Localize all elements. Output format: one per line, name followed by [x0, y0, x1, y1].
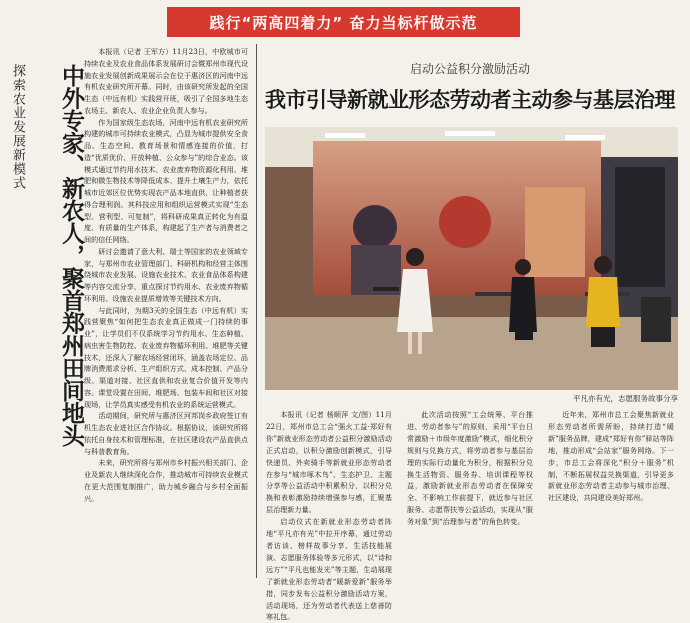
left-story-body [84, 46, 248, 504]
right-story-body [266, 409, 680, 622]
right-story-kicker: 启动公益积分激励活动 [409, 62, 530, 76]
left-paragraph: 作为国家级生态农场，河南中远有机农业研究所构建的城市可持续农业模式，凸显为城市提供安全食品、生态空间、教育场景和情感连接的价值，打造“优质优价、开放种植、公众参与”的综合业态。该模式通过节约用水技术、农业废弃物资源化利用、堆肥和微生物技术等降低成本、提升土壤生产力，依托城市近郊区位优势实现农产品本地直供，让种植者获得合理利润。其科技应用和组织运营模式实现“生态型、营利型、可复制”，将科研成果真正转化为有温度、有质量的生产体系，构建起了生产者与消费者之间的信任网络。 [84, 117, 248, 244]
page-banner [167, 7, 520, 37]
left-paragraph: 活动期间，研究所与惠济区河邦岗乡政府签订有机生态农业进社区合作协议。根据协议，该研究所将依托自身技术和管理标准，在社区建设农产品直供点与科普教育角。 [84, 411, 248, 456]
body-column-3 [548, 409, 674, 504]
body-column-1 [266, 409, 392, 623]
left-paragraph: 与此同时，为期3天的全国生态（中远有机）实践营聚焦“如何把生态农业真正做成一门持续的事业”，让学员们不仅系统学习节约用水、生态种植、病虫害生物防控、农业废弃物循环利用、堆肥等关键技术，还深入了解农场经营闭环，涵盖农场定位、品牌消费需求分析、生产组织方式、成本控制、产品分级、渠道对接、社区直供和农业复合价值开发等内容。课堂设置在田间、堆肥场、包装车间和社区对接现场，让学员真实感受有机农业的系统运营模式。 [84, 305, 248, 409]
left-story-kicker: 探索农业发展新模式 [10, 64, 25, 190]
banner-title: 践行“两高四着力” 奋力当标杆做示范 [209, 14, 478, 32]
left-paragraph: 本报讯（记者 王军方）11月23日，中欧城市可持续农业及农业食品体系发展研讨会暨郑州市现代设施农业发展创新成果展示会在位于惠济区的河南中远有机农业研究所开幕。同时，由该研究所发起的全国生态（中远有机）实践营开班，吸引了全国多地生态农场主、新农人、农业企业负责人参与。 [84, 47, 248, 115]
event-photo [265, 127, 678, 390]
left-paragraph: 未来，研究所将与郑州市乡村振兴相关部门、企业及新农人继续深化合作，推动城市可持续农业模式在更大范围复制推广，助力城乡融合与乡村全面振兴。 [84, 458, 248, 503]
body-column-2 [407, 409, 533, 528]
photo-caption: 平凡亦有光，志愿服务故事分享 [573, 394, 678, 403]
right-paragraph: 近年来，郑州市总工会聚焦新就业形态劳动者所需所盼，持续打造“暖新”服务品牌，建成“郑好有你”驿站等阵地，推动形成“会站家”服务网络。下一步，市总工会将深化“积分＋服务”机制，不断拓展权益兑换渠道，引导更多新就业形态劳动者主动参与城市治理、社区建设，共同建设美好郑州。 [548, 410, 674, 503]
column-divider [256, 44, 257, 578]
right-paragraph: 启动仪式在新就业形态劳动者阵地“平凡亦有光”中拉开序幕，通过劳动者访谈、榜样故事分享、生活技能展演、志愿服务体验等多元形式，以“诗和远方”“平凡也能发光”等主题，生动展现了新就业形态劳动者“暖新爱新”服务举措，同步发布公益积分激励活动方案，活动现场，还为劳动者代表送上慈善防寒礼包。 [266, 517, 392, 622]
left-story-headline: 中外专家、新农人，聚首郑州田间地头 [58, 64, 84, 447]
right-paragraph: 本报讯（记者 杨顺萍 文/图）11月22日，郑州市总工会“强火工益·郑好有你”新就业形态劳动者公益积分激励活动正式启动，以积分激励创新模式，引导快递员、外卖骑手等新就业形态劳动者在参与“城市啄木鸟”、生态护卫、主题分享等公益活动中积累积分，以积分兑换和表彰激励持续增强参与感，汇聚基层治理新力量。 [266, 410, 392, 515]
right-story-headline: 我市引导新就业形态劳动者主动参与基层治理 [265, 88, 675, 112]
left-paragraph: 研讨会邀请了意大利、瑞士等国家的农业领域专家，与郑州市农业管理部门、科研机构和经营主体围绕城市农业发展、设施农业技术、农业食品体系构建等内容交流分享，重点探讨节约用水、农业废弃物循环利用、设施农业提质增效等关键技术方向。 [84, 246, 248, 303]
right-paragraph: 此次活动按照“工会统筹、平台推进、劳动者参与”的原则，采用“平台日常激励＋市级年度激励”模式，细化积分规则与兑换方式，将劳动者参与基层治理的实际行动量化为积分，根据积分兑换生活物资、服务券、培训课程等权益，激励新就业形态劳动者在保障安全、不影响工作前提下，就近参与社区服务、志愿帮扶等公益活动，实现从“服务对象”到“治理参与者”的角色转变。 [407, 410, 533, 527]
event-photo-illustration [265, 127, 678, 390]
